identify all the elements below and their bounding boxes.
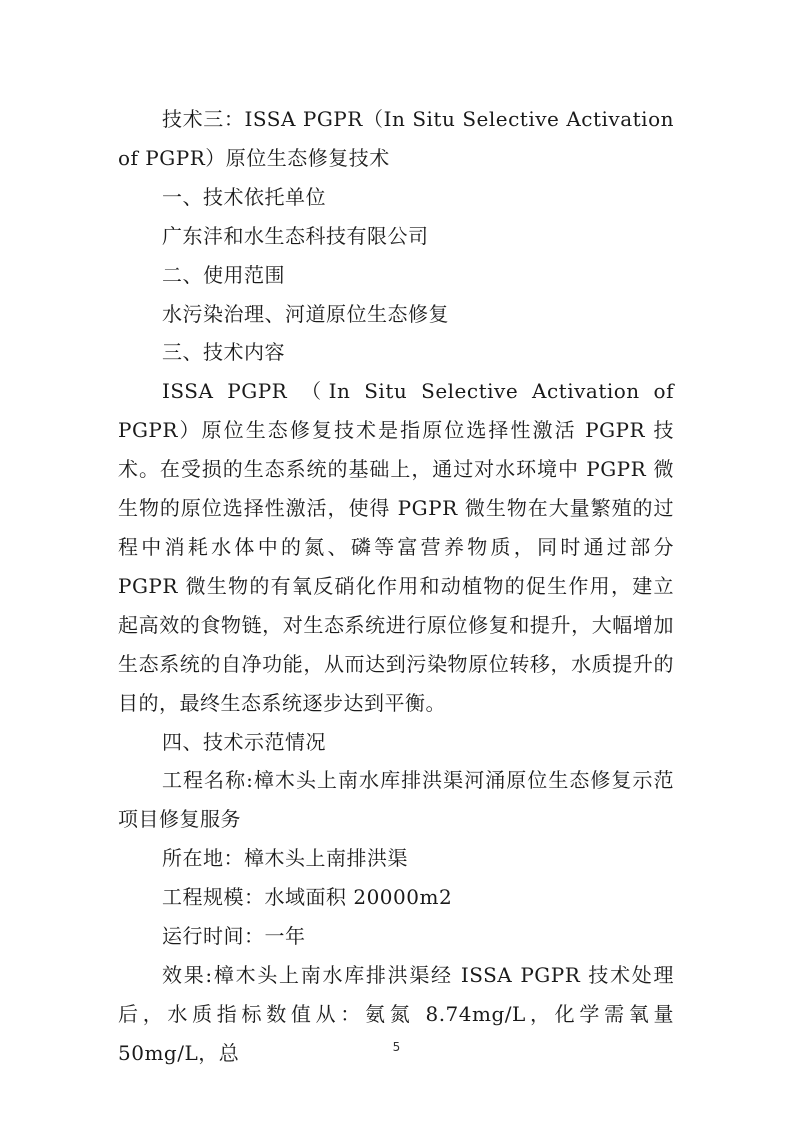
paragraph-scale: 工程规模：水域面积 20000m2 (162, 885, 453, 910)
paragraph-run-time: 运行时间：一年 (162, 924, 306, 949)
paragraph-project-name: 工程名称:樟木头上南水库排洪渠河涌原位生态修复示范项目修复服务 (118, 768, 674, 832)
paragraph-scope: 水污染治理、河道原位生态修复 (162, 301, 449, 326)
paragraph-location: 所在地：樟木头上南排洪渠 (162, 846, 408, 871)
page-number: 5 (392, 1040, 401, 1054)
heading-scope-of-use: 二、使用范围 (162, 262, 285, 287)
heading-demonstration: 四、技术示范情况 (162, 729, 326, 754)
paragraph-technology-description: ISSA PGPR （In Situ Selective Activation of PGPR）原位生态修复技术是指原位选择性激活 PGPR 技术。在受损的生态系统的基础上，通过对水环境中 PGPR 微生物的原位选择性激活，使得 PGPR 微生物在大量繁殖的过程中消耗水体中的氮、磷等富营养物质，同时通过部分 PGPR 微生物的有氧反硝化作用和动植物的促生作用，建立起高效的食物链，对生态系统进行原位修复和提升，大幅增加生态系统的自净功能，从而达到污染物原位转移，水质提升的目的，最终生态系统逐步达到平衡。 (118, 379, 674, 715)
paragraph-company-name: 广东沣和水生态科技有限公司 (162, 223, 429, 248)
heading-supporting-unit: 一、技术依托单位 (162, 184, 326, 209)
heading-technology-content: 三、技术内容 (162, 340, 285, 365)
paragraph-effect: 效果:樟木头上南水库排洪渠经 ISSA PGPR 技术处理后，水质指标数值从：氨氮 8.74mg/L，化学需氧量 50mg/L，总 (118, 962, 674, 1065)
paragraph-technology-three-title: 技术三：ISSA PGPR（In Situ Selective Activation of PGPR）原位生态修复技术 (118, 107, 674, 170)
body-text (118, 100, 674, 1073)
